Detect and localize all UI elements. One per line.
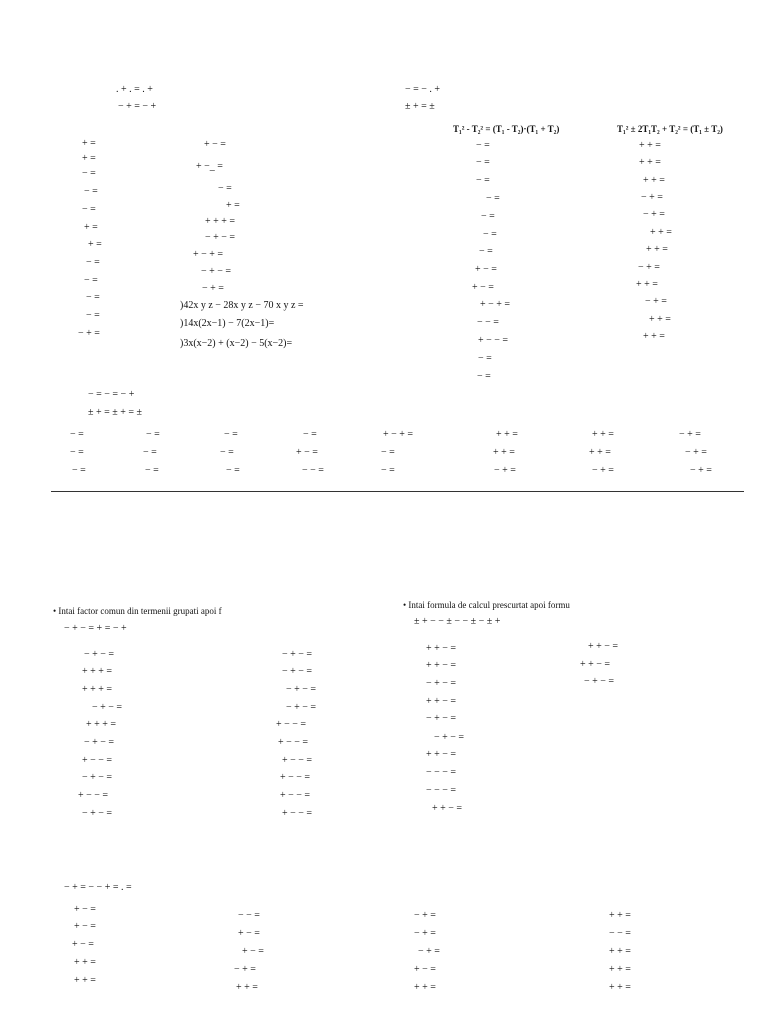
expression: − = xyxy=(226,465,240,476)
expression: + − = xyxy=(475,264,497,275)
expression: − = xyxy=(478,353,492,364)
expression: + + = xyxy=(639,140,661,151)
expression: − = xyxy=(218,183,232,194)
expression: − = xyxy=(479,246,493,257)
expression: − = xyxy=(143,447,157,458)
expression: + + = xyxy=(650,227,672,238)
expression: − + = xyxy=(685,447,707,458)
expression: + + = xyxy=(609,982,631,993)
expression: + − = xyxy=(238,928,260,939)
expression: + + = xyxy=(414,982,436,993)
expression: + + = xyxy=(236,982,258,993)
expression: + + − = xyxy=(426,660,457,671)
expression: + + − = xyxy=(580,659,611,670)
expression: + − = xyxy=(414,964,436,975)
expression: + −_ = xyxy=(196,161,223,172)
lower-left-header: − + − = + = − + xyxy=(64,623,127,634)
middle-header-line-1: − = − = − + xyxy=(88,389,135,400)
expression: + + + = xyxy=(82,666,113,677)
expression: − − = xyxy=(302,465,324,476)
expression: + − − = xyxy=(280,790,311,801)
expression: − + − = xyxy=(201,266,232,277)
expression: + + − = xyxy=(432,803,463,814)
expression: + − = xyxy=(242,946,264,957)
expression: + + = xyxy=(592,429,614,440)
middle-header-line-2: ± + = ± + = ± xyxy=(88,407,143,418)
expression: − + − = xyxy=(286,684,317,695)
expression: − + − = xyxy=(434,732,465,743)
expression: + + − = xyxy=(588,641,619,652)
expression: − + = xyxy=(414,928,436,939)
expression: + − = xyxy=(296,447,318,458)
expression: + + + = xyxy=(82,684,113,695)
expression: − − − = xyxy=(426,767,457,778)
expression: + + = xyxy=(643,331,665,342)
expression: − = xyxy=(220,447,234,458)
expression: − = xyxy=(84,275,98,286)
lower-right-header: ± + − − ± − − ± − ± + xyxy=(414,616,501,627)
expression: − = xyxy=(86,292,100,303)
expression: + + = xyxy=(609,946,631,957)
expression: − = xyxy=(476,175,490,186)
expression: − = xyxy=(84,186,98,197)
expression: − = xyxy=(483,229,497,240)
expression: − + = xyxy=(643,209,665,220)
expression: + + = xyxy=(639,157,661,168)
expression: + + = xyxy=(609,964,631,975)
expression: − = xyxy=(145,465,159,476)
expression: + = xyxy=(88,239,102,250)
expression: + + + = xyxy=(205,216,236,227)
top-right-header-line-2: ± + = ± xyxy=(405,101,435,112)
difference-of-squares-formula: T₁² - T₂² = (T₁ - T₂)·(T₁ + T₂) xyxy=(453,124,560,134)
expression: − = xyxy=(477,371,491,382)
expression: − + − = xyxy=(282,666,313,677)
expression: + + = xyxy=(609,910,631,921)
expression: − + − = xyxy=(84,649,115,660)
expression: − = xyxy=(86,310,100,321)
expression: − + − = xyxy=(286,702,317,713)
expression: − = xyxy=(82,204,96,215)
expression: − + − = xyxy=(426,713,457,724)
expression: + + − = xyxy=(426,696,457,707)
expression: + − − = xyxy=(278,737,309,748)
lower-left-caption: • Intai factor comun din termenii grupati apoi f xyxy=(53,606,222,616)
expression: − − = xyxy=(238,910,260,921)
expression: + + − = xyxy=(426,643,457,654)
expression: − − = xyxy=(609,928,631,939)
expression: + − = xyxy=(72,939,94,950)
expression: − = xyxy=(70,447,84,458)
expression: − + = xyxy=(638,262,660,273)
expression: − = xyxy=(476,157,490,168)
expression: + − − = xyxy=(478,335,509,346)
top-right-header-line-1: − = − . + xyxy=(405,84,441,95)
expression: + + = xyxy=(589,447,611,458)
expression: − = xyxy=(486,193,500,204)
expression: + = xyxy=(82,153,96,164)
expression: + + = xyxy=(636,279,658,290)
expression: − = xyxy=(481,211,495,222)
expression: − + = xyxy=(690,465,712,476)
expression: + − + = xyxy=(193,249,224,260)
top-left-header-line-1: . + . = . + xyxy=(116,84,153,95)
expression: + − = xyxy=(204,139,226,150)
expression: − + = xyxy=(234,964,256,975)
top-left-header-line-2: − + = − + xyxy=(118,101,157,112)
horizontal-divider xyxy=(51,491,744,492)
expression: + − = xyxy=(74,904,96,915)
square-of-sum-formula: T₁² ± 2T₁T₂ + T₂² = (T₁ ± T₂) xyxy=(617,124,723,134)
expression: + = xyxy=(84,222,98,233)
expression: − + = xyxy=(494,465,516,476)
expression: + − − = xyxy=(282,808,313,819)
expression: + + − = xyxy=(426,749,457,760)
expression: − + − = xyxy=(205,232,236,243)
expression: − = xyxy=(70,429,84,440)
expression: + − − = xyxy=(82,755,113,766)
expression: − + = xyxy=(78,328,100,339)
expression: + + = xyxy=(74,957,96,968)
expression: − = xyxy=(381,465,395,476)
expression: − = xyxy=(86,257,100,268)
expression: − + − = xyxy=(82,808,113,819)
expression: − = xyxy=(476,140,490,151)
expression: + − + = xyxy=(480,299,511,310)
expression: − = xyxy=(303,429,317,440)
expression: − = xyxy=(146,429,160,440)
expression: − = xyxy=(82,168,96,179)
expression: + = xyxy=(82,138,96,149)
expression: − = xyxy=(224,429,238,440)
expression: + + = xyxy=(646,244,668,255)
expression: − = xyxy=(72,465,86,476)
factor-equation-2: )14x(2x−1) − 7(2x−1)= xyxy=(180,318,275,329)
expression: + + + = xyxy=(86,719,117,730)
expression: + − − = xyxy=(280,772,311,783)
expression: − + = xyxy=(679,429,701,440)
factor-equation-3: )3x(x−2) + (x−2) − 5(x−2)= xyxy=(180,338,293,349)
expression: − + = xyxy=(202,283,224,294)
bottom-header: − + = − − + = . = xyxy=(64,882,132,893)
expression: + − = xyxy=(74,921,96,932)
expression: − + = xyxy=(414,910,436,921)
expression: + − + = xyxy=(383,429,414,440)
expression: − + − = xyxy=(84,737,115,748)
expression: − − − = xyxy=(426,785,457,796)
expression: − + = xyxy=(641,192,663,203)
expression: + = xyxy=(226,200,240,211)
expression: − = xyxy=(381,447,395,458)
factor-equation-1: )42x y z − 28x y z − 70 x y z = xyxy=(180,300,304,311)
expression: − + − = xyxy=(584,676,615,687)
lower-right-caption: • Intai formula de calcul prescurtat apoi formu xyxy=(403,600,570,610)
expression: + + = xyxy=(496,429,518,440)
expression: + − − = xyxy=(276,719,307,730)
expression: + − − = xyxy=(282,755,313,766)
expression: + − − = xyxy=(78,790,109,801)
expression: − + = xyxy=(645,296,667,307)
expression: − + − = xyxy=(82,772,113,783)
expression: − + − = xyxy=(92,702,123,713)
expression: − + − = xyxy=(282,649,313,660)
expression: + + = xyxy=(74,975,96,986)
expression: − − = xyxy=(477,317,499,328)
expression: + + = xyxy=(643,175,665,186)
expression: − + = xyxy=(418,946,440,957)
expression: − + − = xyxy=(426,678,457,689)
expression: + + = xyxy=(493,447,515,458)
expression: + + = xyxy=(649,314,671,325)
expression: + − = xyxy=(472,282,494,293)
expression: − + = xyxy=(592,465,614,476)
